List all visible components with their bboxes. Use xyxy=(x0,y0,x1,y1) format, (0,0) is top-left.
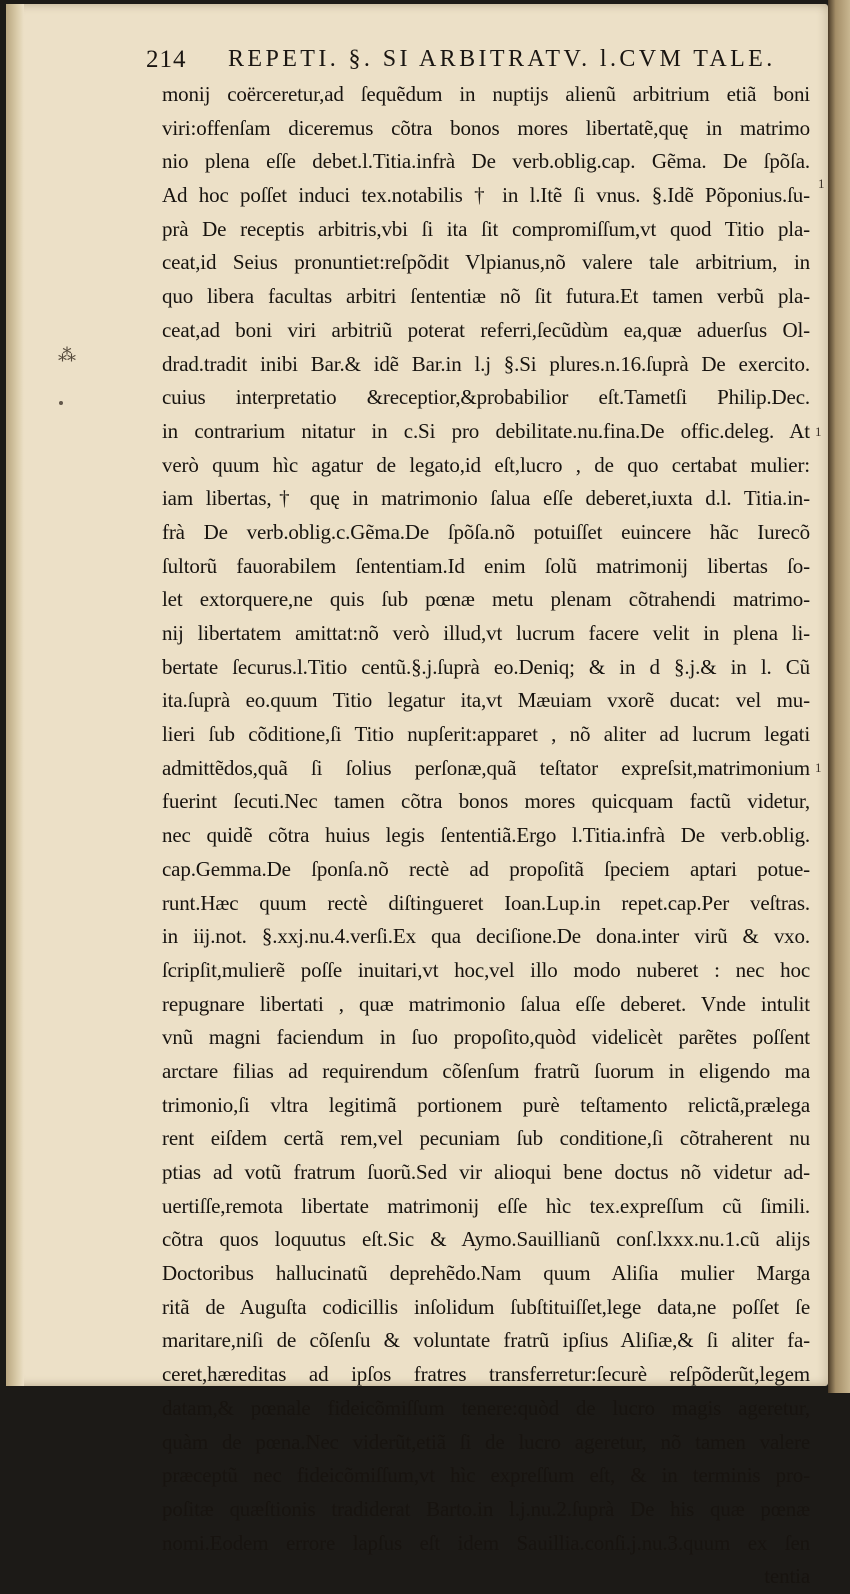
text-line: rent eiſdem certã rem,vel pecuniam ſub conditione,ſi cõtraherent nu xyxy=(162,1126,810,1151)
text-line: fuerint ſecuti.Nec tamen cõtra bonos mores quicquam factũ videtur, xyxy=(162,789,810,814)
text-line: vnũ magni faciendum in ſuo propoſito,quòd videlicèt parẽtes poſſent xyxy=(162,1025,810,1050)
text-line: cap.Gemma.De ſponſa.nõ rectè ad propoſitã ſpeciem aptari potue- xyxy=(162,856,810,881)
text-line: bertate ſecurus.l.Titio centũ.§.j.ſuprà eo.Deniq; & in d §.j.& in l. Cũ xyxy=(162,654,810,679)
ink-smudge-icon: ⁂ xyxy=(58,345,76,365)
text-line: nio plena eſſe debet.l.Titia.infrà De verb.oblig.cap. Gẽma. De ſpõſa. xyxy=(162,149,810,174)
text-line: poſitæ quæſtionis tradiderat Barto.in l.j.nu.2.ſuprà De his quæ pœnæ xyxy=(162,1496,810,1521)
margin-note-mark: 1 xyxy=(815,424,822,439)
text-line: quo libera facultas arbitri ſententiæ nõ ſit futura.Et tamen verbũ pla- xyxy=(162,284,810,309)
text-line: maritare,niſi de cõſenſu & voluntate fratrũ ipſius Aliſiæ,& ſi aliter fa- xyxy=(162,1328,810,1353)
text-line: ſultorũ fauorabilem ſententiam.Id enim ſolũ matrimonij libertas ſo- xyxy=(162,553,810,578)
text-line: iam libertas,† quę in matrimonio ſalua eſſe deberet,iuxta d.l. Titia.in- xyxy=(162,486,810,511)
text-line: monij coërceretur,ad ſequẽdum in nuptijs alienũ arbitrium etiã boni xyxy=(162,82,810,106)
text-line: ita.ſuprà eo.quum Titio legatur ita,vt Mæuiam vxorẽ ducat: vel mu- xyxy=(162,688,810,713)
text-line: repugnare libertati , quæ matrimonio ſalua eſſe deberet. Vnde intulit xyxy=(162,991,810,1016)
text-line: cõtra quos loquutus eſt.Sic & Aymo.Sauillianũ conſ.lxxx.nu.1.cũ alijs xyxy=(162,1227,810,1252)
running-head xyxy=(0,46,822,76)
page-edge xyxy=(828,0,850,1393)
text-line: Ad hoc poſſet induci tex.notabilis † in l.Itẽ ſi vnus. §.Idẽ Põponius.ſu- xyxy=(162,183,810,208)
text-line: trimonio,ſi vltra legitimã portionem purè teſtamento relictã,prælega xyxy=(162,1092,810,1117)
text-line: arctare filias ad requirendum cõſenſum fratrũ ſuorum in eligendo ma xyxy=(162,1058,810,1083)
text-line: prà De receptis arbitris,vbi ſi ita ſit compromiſſum,vt quod Titio pla- xyxy=(162,216,810,241)
text-line: quàm de pœna.Nec viderũt,etiã ſi de lucro ageretur, nõ tamen valere xyxy=(162,1429,810,1454)
page-binding-shadow xyxy=(6,4,24,1386)
text-line: runt.Hæc quum rectè diſtingueret Ioan.Lup.in repet.cap.Per veſtras. xyxy=(162,890,810,915)
text-line: nec quidẽ cõtra huius legis ſententiã.Ergo l.Titia.infrà De verb.oblig. xyxy=(162,823,810,848)
text-line: drad.tradit inibi Bar.& idẽ Bar.in l.j §.Si plures.n.16.ſuprà De exercito. xyxy=(162,351,810,376)
text-line: let extorquere,ne quis ſub pœnæ metu plenam cõtrahendi matrimo- xyxy=(162,587,810,612)
text-line: Doctoribus hallucinatũ deprehẽdo.Nam quum Aliſia mulier Marga xyxy=(162,1261,810,1286)
text-line: nij libertatem amittat:nõ verò illud,vt lucrum facere velit in plena li- xyxy=(162,621,810,645)
margin-note-mark: 1 xyxy=(818,176,825,191)
catchword: tentia xyxy=(764,1564,810,1589)
text-line: uertiſſe,remota libertate matrimonij eſſe hìc tex.expreſſum cũ ſimili. xyxy=(162,1193,810,1218)
text-line: in contrarium nitatur in c.Si pro debilitate.nu.fina.De offic.deleg. At xyxy=(162,418,810,443)
text-line: ptias ad votũ fratrum ſuorũ.Sed vir alioqui bene doctus nõ videtur ad- xyxy=(162,1160,810,1184)
text-line: cuius interpretatio &receptior,&probabilior eſt.Tametſi Philip.Dec. xyxy=(162,385,810,410)
text-line: ritã de Auguſta codicillis inſolidum ſubſtituiſſet,lege data,ne poſſet ſe xyxy=(162,1294,810,1319)
running-title: REPETI. §. SI ARBITRATV. l.CVM TALE. xyxy=(228,46,776,72)
text-line: admittẽdos,quã ſi ſolius perſonæ,quã teſtator expreſsit,matrimonium xyxy=(162,755,810,780)
text-line: in iij.not. §.xxj.nu.4.verſi.Ex qua deciſione.De dona.inter virũ & vxo. xyxy=(162,924,810,949)
text-line: nomi.Eodem errore lapſus eſt idem Sauillia.conſi.j.nu.3.quum ex ſen xyxy=(162,1530,810,1555)
text-line: ceat,id Seius pronuntiet:reſpõdit Vlpianus,nõ valere tale arbitrium, in xyxy=(162,250,810,275)
body-text xyxy=(162,78,810,1594)
text-line: ceret,hæreditas ad ipſos fratres transferretur:ſecurè reſpõderũt,legem xyxy=(162,1362,810,1387)
text-line: lieri ſub cõditione,ſi Titio nupſerit:apparet , nõ aliter ad lucrum legati xyxy=(162,722,810,747)
margin-note-mark: 1 xyxy=(815,760,822,775)
text-line: ſcripſit,mulierẽ poſſe inuitari,vt hoc,vel illo modo nuberet : nec hoc xyxy=(162,957,810,982)
text-line: datam,& pœnale fideicõmiſſum tenere:quòd de lucro magis ageretur, xyxy=(162,1395,810,1420)
ink-spot xyxy=(59,401,63,405)
text-line: frà De verb.oblig.c.Gẽma.De ſpõſa.nõ potuiſſet euincere hãc Iurecõ xyxy=(162,519,810,544)
text-line: ceat,ad boni viri arbitriũ poterat referri,ſecũdùm ea,quæ aduerſus Ol- xyxy=(162,317,810,342)
folio-number: 214 xyxy=(146,46,187,73)
text-line: præceptũ nec fideicõmiſſum,vt hìc expreſſum eſt, & in terminis pro- xyxy=(162,1463,810,1488)
text-line: verò quum hìc agatur de legato,id eſt,lucro , de quo certabat mulier: xyxy=(162,452,810,477)
text-line: viri:offenſam diceremus cõtra bonos mores libertatẽ,quę in matrimo xyxy=(162,115,810,140)
